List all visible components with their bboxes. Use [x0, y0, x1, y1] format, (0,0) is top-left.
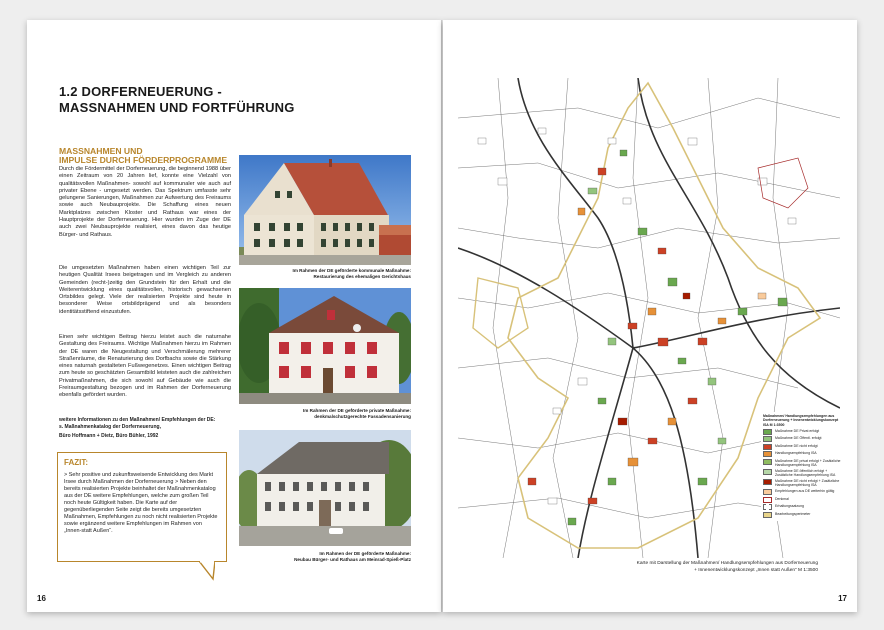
summary-text: > Sehr positive und zukunftsweisende Entwicklung des Markt Irsee durch Maßnahmen der Dorferneuerung > Neben den bereits realisierten Projekte beinhaltet der Maßnahmenkatalog aus der DE weitere Empfehlungen, welche zum großen Teil noch heute Gültigkeit haben. Die Karte auf der gegenüberliegenden Seite zeigt die bereits umgesetzten Maßnahmen, Empfehlungen zu noch nicht realisierten Projekte sowie ergänzend weitere Empfehlungen im Rahmen von „Innen-statt Außen“.: [64, 472, 218, 534]
map-caption-line2: + Innenentwicklungskonzept „Innen statt Außen“ M 1:3500: [694, 567, 818, 573]
map-legend: [761, 412, 843, 521]
legend-swatch: [763, 444, 772, 450]
legend-item: Handlungsempfehlung ISA: [763, 451, 841, 457]
legend-swatch: [763, 436, 772, 442]
photo1-caption-line2: Restaurierung des ehemaligen Gerichtshaus: [313, 274, 411, 279]
legend-swatch: [763, 469, 772, 475]
info-line-2: s. Maßnahmenkatalog der Dorferneuerung,: [59, 424, 161, 430]
right-page: [443, 20, 857, 612]
legend-item: Maßnahme DE privat erfolgt + Zusätzliche Handlungsempfehlung ISA: [763, 459, 841, 468]
summary-title: FAZIT:: [64, 458, 88, 467]
info-line-1: weitere Informationen zu den Maßnahmen/ Empfehlungen der DE:: [59, 417, 216, 423]
photo2-caption-line2: denkmalschutzgerechte Fassadensanierung: [314, 414, 411, 419]
summary-box-pointer: [199, 561, 215, 581]
subheading-line1: MASSNAHMEN UND: [59, 146, 143, 156]
legend-swatch: [763, 497, 772, 503]
legend-item: Bearbeitungsperimeter: [763, 512, 841, 518]
legend-swatch: [763, 512, 772, 518]
legend-item: Maßnahme DE nicht erfolgt + Zusätzliche Handlungsempfehlung ISA: [763, 479, 841, 488]
legend-swatch: [763, 459, 772, 465]
section-title-line2: MASSNAHMEN UND FORTFÜHRUNG: [59, 100, 295, 115]
legend-swatch: [763, 451, 772, 457]
paragraph-1: Durch die Fördermittel der Dorferneuerung, die beginnend 1988 über einen Zeitraum von 20 Jahren lief, konnte eine Vielzahl von qualitätsvollen Maßnahmen- sowohl auf kommunaler wie auch auf privater Ebene - umgesetzt werden. Das Spektrum umfasste sehr gelungene Sanierungen, Maßnahmen zur Aufwertung des Freiraums sowie auch Neubauprojekte. Die Schaffung eines neuen Marktplatzes zwischen Kloster und Rathaus war eines der Hauptprojekte der Dorferneuerung. Hier wurden im Zuge der DE auch zwei Neubauprojekte realisiert, eines davon das heutige Bürger- und Rathaus.: [59, 166, 231, 238]
legend-item: Empfehlungen aus DE weiterhin gültig: [763, 489, 841, 495]
legend-item: Maßnahme DE Öffentl. erfolgt: [763, 436, 841, 442]
legend-swatch: [763, 429, 772, 435]
legend-swatch: [763, 504, 772, 510]
paragraph-3: Einen sehr wichtigen Beitrag hierzu leistet auch die naturnahe Gestaltung des Freiraums. Wichtige Maßnahmen hierzu im Rahmen der DE waren die Neugestaltung und Verschmälerung mehrerer Straßenräume, die Renaturierung des Dorfbachs sowie die Stärkung eines naturnah gestalteten Fußwegenetzes. Einen wichtigen Beitrag zum heute so geschätzten Gesamtbild leisteten auch die zahlreichen Privatmaßnahmen, die sich sowohl auf Gebäude wie auch die Freiraumgestaltung bezogen und im Rahmen der Dorferneuerung ebenfalls gefördert wurden.: [59, 334, 231, 399]
map-caption: [553, 561, 818, 574]
section-title-line1: 1.2 DORFERNEUERUNG -: [59, 84, 222, 99]
summary-box: [57, 452, 227, 562]
page-number-right: 17: [838, 594, 847, 603]
photo1-caption-line1: Im Rahmen der DE geförderte kommunale Maßnahme:: [292, 268, 411, 273]
subheading-line2: IMPULSE DURCH FÖRDERPROGRAMME: [59, 155, 228, 165]
info-line-3: Büro Hoffmann + Dietz, Büro Bühler, 1992: [59, 433, 159, 439]
left-page: [27, 20, 441, 612]
photo-town-hall: [239, 430, 411, 546]
legend-swatch: [763, 479, 772, 485]
photo2-caption-line1: Im Rahmen der DE geförderte private Maßnahme:: [303, 408, 411, 413]
legend-swatch: [763, 489, 772, 495]
page-number-left: 16: [37, 594, 46, 603]
paragraph-2: Die umgesetzten Maßnahmen haben einen wichtigen Teil zur heutigen Qualität Irsees beigetragen und im Vergleich zu anderen Gemeinden (recht-)zeitig den Grundstein für den Erhalt und die Weiterentwicklung eines qualitätsvollen, historisch gewachsenen Ortsbildes gelegt. Viele der realisierten Projekte sind heute in besonderer Weise ortsbildprägend und als besonders identitätsstiftend einzustufen.: [59, 265, 231, 315]
legend-item: Maßnahme DE nicht erfolgt: [763, 444, 841, 450]
legend-item: Erhaltungssatzung: [763, 504, 841, 510]
photo-gerichtshaus: [239, 155, 411, 265]
photo3-caption-line2: Neubau Bürger- und Rathaus am Meinrad-Spieß-Platz: [294, 557, 411, 562]
legend-item: Maßnahme DE Privat erfolgt: [763, 429, 841, 435]
legend-title: Maßnahmen/ Handlungsempfehlungen aus Dorferneuerung + Innenentwicklungskonzept ISA M 1:3500: [763, 414, 839, 427]
legend-item: Denkmal: [763, 497, 841, 503]
photo-facade-renovation: [239, 288, 411, 404]
legend-item: Maßnahme DE öffentlich erfolgt + Zusätzliche Handlungsempfehlung ISA: [763, 469, 841, 478]
photo3-caption-line1: Im Rahmen der DE geförderte Maßnahme:: [319, 551, 411, 556]
map-caption-line1: Karte mit Darstellung der Maßnahmen/ Handlungsempfehlungen aus Dorferneuerung: [636, 561, 818, 566]
